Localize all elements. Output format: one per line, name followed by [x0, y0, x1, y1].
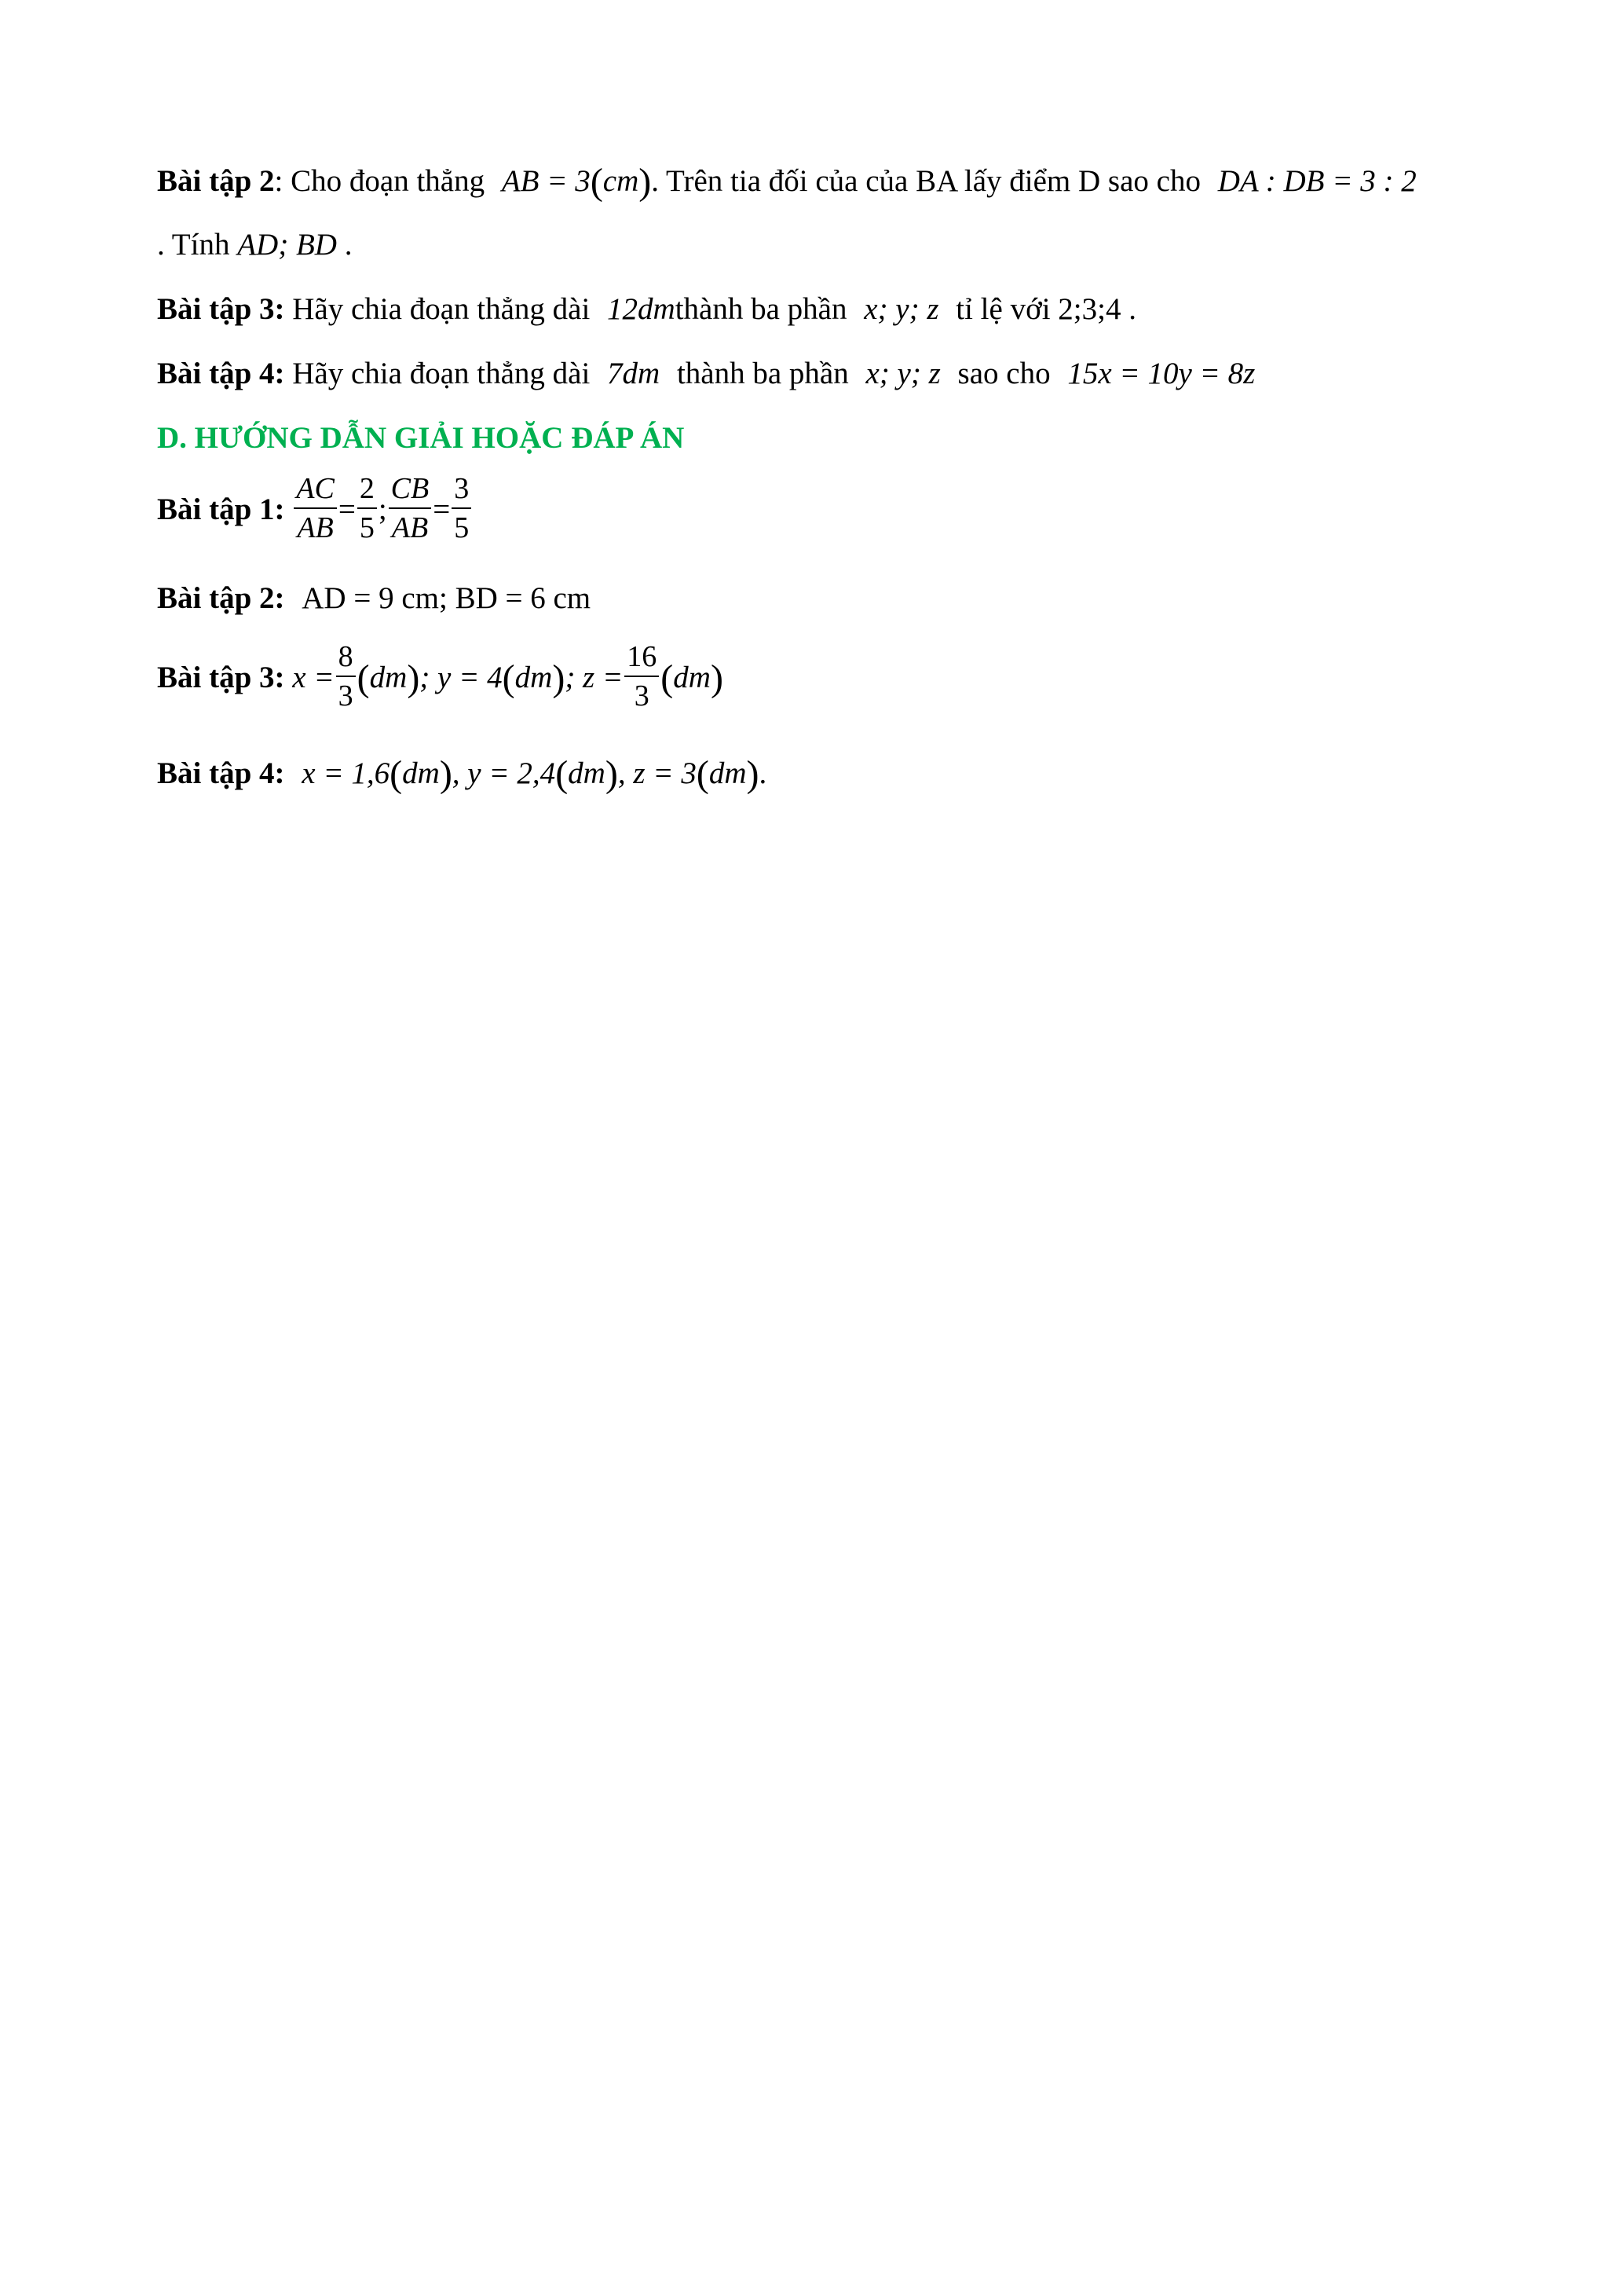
answer-3-fraction-8-3: $\frac{8}{3}$ [336, 641, 356, 713]
answer-4-y-unit: dm [568, 756, 605, 790]
answer-1-line [157, 472, 473, 548]
answer-1-equals-1: = [338, 492, 356, 526]
answer-2-label: Bài tập 2: [157, 581, 285, 615]
answer-4-y-part: , y = 2,4 [452, 756, 556, 790]
exercise-2-text-1: Cho đoạn thẳng [291, 164, 485, 198]
answer-4-x-unit: dm [402, 756, 440, 790]
exercise-4-label: Bài tập 4: [157, 357, 285, 390]
answer-2-text: AD = 9 cm; BD = 6 cm [302, 581, 591, 615]
answer-1-fraction-2-5: $\frac{2}{5}$ [357, 473, 377, 545]
answer-3-line: Bài tập 3: x = $\frac{8}{3}$ (dm); y = 4(dm); z = $\frac{16}{3}$ (dm) [157, 640, 723, 712]
answer-1-fraction-cb-ab: $\frac{CB}{AB}$ [389, 473, 432, 545]
answer-3-z-prefix: ; z = [565, 660, 624, 694]
exercise-3-math-1: 12dm [607, 292, 675, 326]
exercise-3-math-3: 2;3;4 [1058, 292, 1121, 326]
exercise-3-end: . [1128, 292, 1136, 326]
exercise-3-text-3: tỉ lệ với [956, 292, 1051, 326]
answer-3-y-part: ; y = 4 [419, 660, 503, 694]
answer-1-fraction-ac-ab: $\frac{AC}{AB}$ [294, 473, 337, 545]
answer-3-z-unit: dm [673, 660, 711, 694]
exercise-2-text-3: . Tính [157, 228, 230, 262]
answer-3-fraction-16-3: $\frac{16}{3}$ [624, 641, 659, 713]
answer-1-equals-2: = [433, 492, 451, 526]
answer-3-label: Bài tập 3: [157, 660, 285, 694]
answer-1-fraction-3-5: $\frac{3}{5}$ [452, 473, 471, 545]
exercise-2-math-1: AB = 3 [501, 164, 591, 198]
section-heading: D. HƯỚNG DẪN GIẢI HOẶC ĐÁP ÁN [157, 421, 685, 455]
answer-4-end: . [759, 756, 767, 790]
exercise-4-math-3: 15x = 10y = 8z [1067, 357, 1256, 390]
exercise-2-colon: : [274, 164, 283, 198]
answer-4-label: Bài tập 4: [157, 756, 285, 790]
exercise-2-math-3: AD; BD [237, 228, 337, 262]
answer-4-line: Bài tập 4: x = 1,6(dm), y = 2,4(dm), z = 3(dm). [157, 753, 767, 795]
exercise-4-math-2: x; y; z [865, 357, 941, 390]
exercise-3-label: Bài tập 3: [157, 292, 285, 326]
answer-2-line [157, 583, 591, 613]
exercise-4-text-2: thành ba phần [676, 357, 849, 390]
exercise-3-line [157, 294, 1136, 324]
exercise-2-text-2: . Trên tia đối của của BA lấy điểm D sao cho [651, 164, 1201, 198]
exercise-2-line-1: Bài tập 2: Cho đoạn thẳng AB = 3(cm). Trên tia đối của của BA lấy điểm D sao cho DA : DB = 3 : 2 [157, 161, 1417, 203]
answer-1-label: Bài tập 1: [157, 492, 285, 526]
exercise-2-line-2 [157, 229, 352, 260]
answer-4-z-part: , z = 3 [617, 756, 697, 790]
exercise-4-text-3: sao cho [957, 357, 1051, 390]
exercise-3-text-2: thành ba phần [675, 292, 847, 326]
exercise-4-math-1: 7dm [607, 357, 660, 390]
answer-1-separator: ; [378, 492, 387, 526]
exercise-2-label: Bài tập 2 [157, 164, 275, 198]
answer-4-z-unit: dm [708, 756, 747, 790]
answer-3-x-unit: dm [369, 660, 408, 694]
exercise-3-text-1: Hãy chia đoạn thẳng dài [292, 292, 591, 326]
exercise-2-math-2: DA : DB = 3 : 2 [1217, 164, 1417, 198]
answer-4-x-part: x = 1,6 [302, 756, 390, 790]
exercise-2-unit-1: cm [602, 164, 639, 198]
exercise-2-end: . [344, 228, 353, 262]
answer-3-x-prefix: x = [292, 660, 335, 694]
exercise-4-text-1: Hãy chia đoạn thẳng dài [292, 357, 591, 390]
answer-3-y-unit: dm [514, 660, 553, 694]
exercise-4-line [157, 358, 1255, 389]
exercise-3-math-2: x; y; z [864, 292, 939, 326]
